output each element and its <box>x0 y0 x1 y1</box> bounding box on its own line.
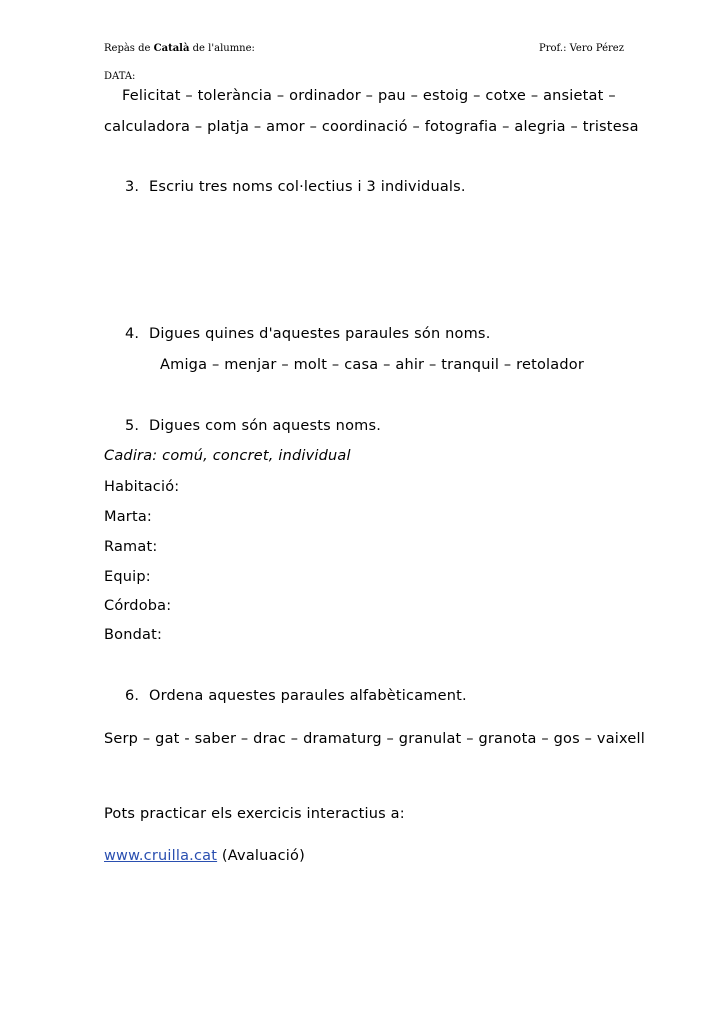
exercise-5-number: 5. <box>125 418 140 434</box>
exercise-5-text: Digues com són aquests noms. <box>149 418 382 434</box>
date-label: DATA: <box>104 71 136 82</box>
exercise-3-number: 3. <box>125 179 140 195</box>
header-left <box>104 43 255 54</box>
header-suffix: de l'alumne: <box>192 43 255 54</box>
exercise-5-item: Bondat: <box>104 627 163 643</box>
exercise-5-example: Cadira: comú, concret, individual <box>104 448 351 464</box>
exercise-6-words: Serp – gat - saber – drac – dramaturg – granulat – granota – gos – vaixell <box>104 731 645 747</box>
exercise-5-item: Habitació: <box>104 479 180 495</box>
exercise-5 <box>125 418 381 434</box>
exercise-5-item: Ramat: <box>104 539 158 555</box>
exercise-6-text: Ordena aquestes paraules alfabèticament. <box>149 688 467 704</box>
header-prefix: Repàs de <box>104 43 151 54</box>
word-list-line-2: calculadora – platja – amor – coordinació – fotografia – alegria – tristesa <box>104 119 639 135</box>
exercise-4-words: Amiga – menjar – molt – casa – ahir – tranquil – retolador <box>160 357 585 373</box>
exercise-3-text: Escriu tres noms col·lectius i 3 individuals. <box>149 179 466 195</box>
word-list-line-1: Felicitat – tolerància – ordinador – pau – estoig – cotxe – ansietat – <box>122 88 616 104</box>
practice-text: Pots practicar els exercicis interactius a: <box>104 806 405 822</box>
exercise-6 <box>125 688 467 704</box>
practice-suffix: (Avaluació) <box>221 848 305 864</box>
exercise-4 <box>125 326 491 342</box>
header-subject: Català <box>153 43 190 54</box>
exercise-6-number: 6. <box>125 688 140 704</box>
exercise-4-number: 4. <box>125 326 140 342</box>
cruilla-link[interactable]: www.cruilla.cat <box>104 848 218 864</box>
exercise-4-text: Digues quines d'aquestes paraules són noms. <box>149 326 491 342</box>
exercise-3 <box>125 179 466 195</box>
exercise-5-item: Córdoba: <box>104 598 172 614</box>
practice-line <box>104 848 305 864</box>
header-teacher: Prof.: Vero Pérez <box>539 43 624 54</box>
exercise-5-item: Equip: <box>104 569 151 585</box>
exercise-5-item: Marta: <box>104 509 153 525</box>
